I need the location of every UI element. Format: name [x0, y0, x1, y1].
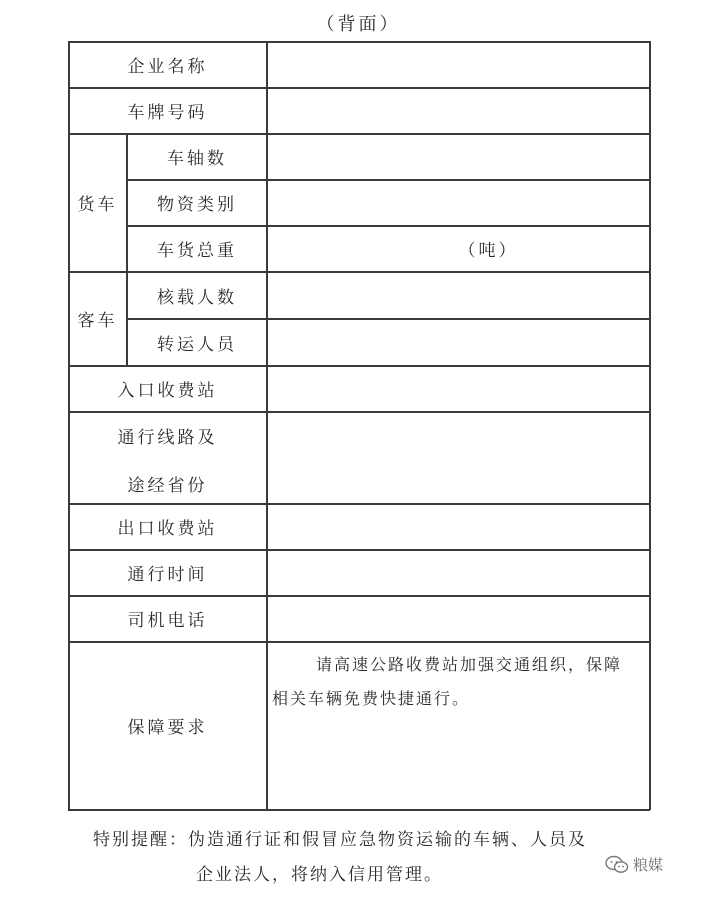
- route-label-line2: 途经省份: [127, 475, 208, 496]
- reminder-line2: 企业法人，将纳入信用管理。: [196, 865, 443, 885]
- entry-station-field[interactable]: [268, 366, 649, 411]
- bus-group-label: 客车: [77, 311, 118, 331]
- watermark-text: 粮媒: [633, 856, 664, 874]
- entry-station-label: 入口收费站: [117, 381, 218, 401]
- capacity-label: 核载人数: [157, 287, 237, 308]
- route-label-line1: 通行线路及: [117, 427, 218, 448]
- route-field[interactable]: [268, 412, 649, 503]
- company-name-label: 企业名称: [127, 57, 208, 77]
- driver-phone-field[interactable]: [268, 596, 649, 641]
- guarantee-text-line2: 相关车辆免费快捷通行。: [272, 689, 471, 708]
- gross-weight-field[interactable]: [268, 226, 649, 271]
- exit-station-field[interactable]: [268, 504, 649, 549]
- pass-time-label: 通行时间: [127, 565, 208, 585]
- capacity-field[interactable]: [268, 272, 649, 318]
- company-name-field[interactable]: [268, 42, 649, 87]
- transfer-personnel-label: 转运人员: [157, 334, 237, 355]
- table-border-right: [649, 41, 651, 810]
- gross-weight-label: 车货总重: [157, 241, 237, 261]
- transfer-personnel-field[interactable]: [268, 319, 649, 365]
- axle-count-field[interactable]: [268, 134, 649, 179]
- axle-count-label: 车轴数: [167, 149, 227, 169]
- wechat-icon: [605, 855, 629, 875]
- plate-number-field[interactable]: [268, 88, 649, 133]
- truck-group-label: 货车: [77, 195, 118, 215]
- reminder-line1: 特别提醒：伪造通行证和假冒应急物资运输的车辆、人员及: [93, 830, 587, 850]
- guarantee-label: 保障要求: [127, 718, 208, 738]
- gross-weight-unit: （吨）: [458, 241, 519, 261]
- page-title: （背面）: [316, 14, 401, 35]
- guarantee-text-line1: 请高速公路收费站加强交通组织，保障: [316, 655, 623, 674]
- watermark: [605, 854, 663, 875]
- cargo-type-field[interactable]: [268, 180, 649, 225]
- driver-phone-label: 司机电话: [127, 611, 208, 631]
- plate-number-label: 车牌号码: [127, 103, 208, 123]
- table-border-bottom: [68, 809, 650, 811]
- cargo-type-label: 物资类别: [157, 195, 237, 215]
- exit-station-label: 出口收费站: [117, 519, 218, 539]
- pass-time-field[interactable]: [268, 550, 649, 595]
